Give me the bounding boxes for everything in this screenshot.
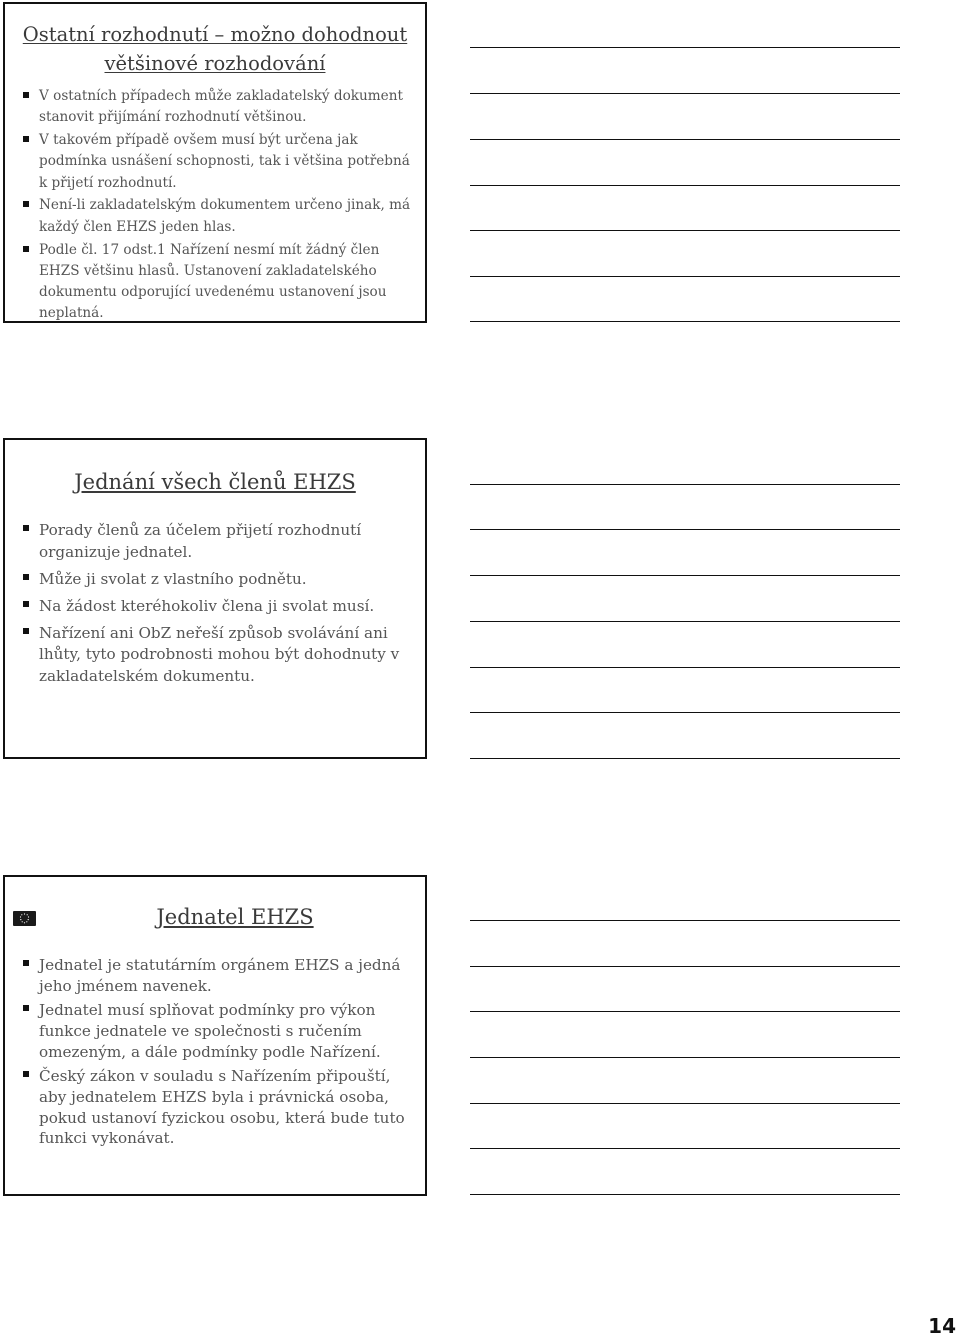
bullet-square-icon <box>23 960 29 966</box>
note-line <box>470 575 900 576</box>
note-line <box>470 920 900 921</box>
note-line <box>470 966 900 967</box>
bullet-item: Porady členů za účelem přijetí rozhodnutí organizuje jednatel. <box>23 520 411 563</box>
note-line <box>470 321 900 322</box>
slide-title: Ostatní rozhodnutí – možno dohodnout většinové rozhodování <box>22 23 408 75</box>
note-line <box>470 1103 900 1104</box>
note-line <box>470 484 900 485</box>
bullet-square-icon <box>23 1005 29 1011</box>
bullet-item: Může ji svolat z vlastního podnětu. <box>23 569 411 591</box>
note-line <box>470 1194 900 1195</box>
page-number: 14 <box>928 1314 956 1338</box>
note-line <box>470 185 900 186</box>
bullet-square-icon <box>23 92 29 98</box>
bullet-square-icon <box>23 628 29 634</box>
bullet-list <box>23 520 411 693</box>
note-line <box>470 529 900 530</box>
note-line <box>470 139 900 140</box>
note-line <box>470 47 900 48</box>
bullet-item: Není-li zakladatelským dokumentem určeno jinak, má každý člen EHZS jeden hlas. <box>23 195 411 238</box>
bullet-item: Český zákon v souladu s Nařízením připouští, aby jednatelem EHZS byla i právnická osoba, pokud ustanoví fyzickou osobu, která bude tuto funkci vykonávat. <box>23 1066 411 1149</box>
note-line <box>470 1057 900 1058</box>
bullet-square-icon <box>23 136 29 142</box>
slide-title: Jednání všech členů EHZS <box>74 470 356 494</box>
bullet-item: Podle čl. 17 odst.1 Nařízení nesmí mít žádný člen EHZS většinu hlasů. Ustanovení zakladatelského dokumentu odporující uvedenému ustanovení jsou neplatná. <box>23 240 411 325</box>
bullet-square-icon <box>23 1071 29 1077</box>
note-line <box>470 1011 900 1012</box>
note-line <box>470 758 900 759</box>
note-line <box>470 276 900 277</box>
note-line <box>470 621 900 622</box>
note-line <box>470 712 900 713</box>
slide-2 <box>3 438 427 759</box>
slide-1 <box>3 2 427 323</box>
note-line <box>470 93 900 94</box>
bullet-square-icon <box>23 246 29 252</box>
bullet-square-icon <box>23 601 29 607</box>
bullet-item: Jednatel musí splňovat podmínky pro výkon funkce jednatele ve společnosti s ručením omezeným, a dále podmínky podle Nařízení. <box>23 1000 411 1062</box>
bullet-square-icon <box>23 574 29 580</box>
note-line <box>470 667 900 668</box>
bullet-list <box>23 955 411 1153</box>
bullet-item: Nařízení ani ObZ neřeší způsob svolávání ani lhůty, tyto podrobnosti mohou být dohodnuty v zakladatelském dokumentu. <box>23 623 411 688</box>
bullet-item: Jednatel je statutárním orgánem EHZS a jedná jeho jménem navenek. <box>23 955 411 997</box>
bullet-item: Na žádost kteréhokoliv člena ji svolat musí. <box>23 596 411 618</box>
bullet-item: V ostatních případech může zakladatelský dokument stanovit přijímání rozhodnutí většinou. <box>23 86 411 129</box>
note-line <box>470 230 900 231</box>
bullet-square-icon <box>23 201 29 207</box>
bullet-square-icon <box>23 525 29 531</box>
slide-title: Jednatel EHZS <box>156 905 314 929</box>
note-line <box>470 1148 900 1149</box>
eu-flag-icon <box>13 911 36 926</box>
slide-3 <box>3 875 427 1196</box>
bullet-item: V takovém případě ovšem musí být určena jak podmínka usnášení schopnosti, tak i většina potřebná k přijetí rozhodnutí. <box>23 130 411 194</box>
bullet-list <box>23 86 411 326</box>
